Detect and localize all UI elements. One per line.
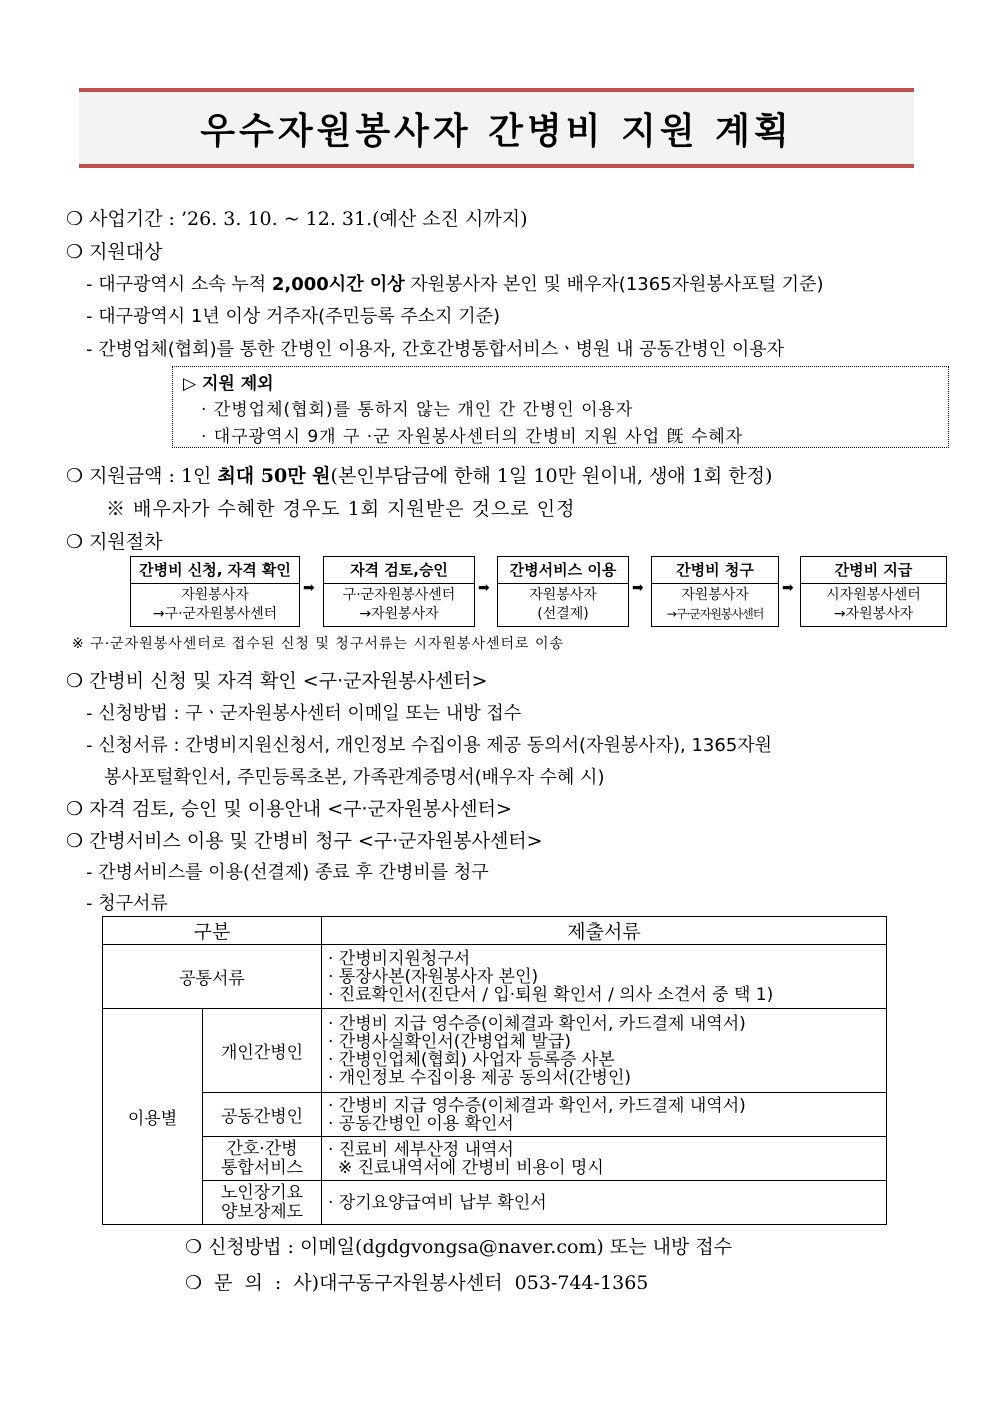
step-line: →자원봉사자 [833, 606, 914, 622]
target-heading: ❍ 지원대상 [66, 241, 163, 263]
doc-item: · 공동간병인 이용 확인서 [328, 1113, 514, 1134]
row-items [322, 1137, 887, 1181]
by-use-label: 이용별 [103, 1009, 203, 1225]
apply-docs-line1: - 신청서류 : 간병비지원신청서, 개인정보 수집이용 제공 동의서(자원봉사자), 1365자원 [86, 735, 773, 756]
row-label-line: 양보장제도 [220, 1201, 304, 1222]
table-row [103, 1093, 887, 1137]
step-line: →구·군자원봉사센터 [152, 606, 278, 622]
apply-method: - 신청방법 : 구ㆍ군자원봉사센터 이메일 또는 내방 접수 [86, 703, 522, 724]
step-title: 간병비 청구 [652, 557, 778, 584]
target-item-2: - 대구광역시 1년 이상 거주자(주민등록 주소지 기준) [86, 306, 501, 327]
step-line: 자원봉사자 [181, 587, 249, 603]
row-label-line: 노인장기요 [220, 1182, 304, 1203]
amount-suffix: (본인부담금에 한해 1일 10만 원이내, 생애 1회 한정) [330, 465, 773, 487]
step-body [324, 584, 474, 624]
apply-docs-line2: 봉사포털확인서, 주민등록초본, 가족관계증명서(배우자 수혜 시) [104, 767, 605, 788]
exclusion-box [172, 366, 949, 448]
claim-docs-table [102, 916, 887, 1225]
arrow-right-icon: ➡ [478, 580, 490, 596]
procedure-step-2 [323, 556, 475, 627]
table-header: 구분 [103, 917, 322, 945]
step-line: (선결제) [537, 606, 589, 622]
table-row [103, 1009, 887, 1093]
step-line: 시자원봉사센터 [826, 587, 921, 603]
arrow-right-icon: ➡ [632, 580, 644, 596]
page-title: 우수자원봉사자 간병비 지원 계획 [200, 110, 793, 152]
arrow-right-icon: ➡ [782, 580, 794, 596]
apply-heading: ❍ 간병비 신청 및 자격 확인 <구·군자원봉사센터> [66, 670, 488, 692]
doc-item: · 개인정보 수집이용 제공 동의서(간병인) [328, 1067, 632, 1088]
target-item-1-bold: 2,000시간 이상 [271, 274, 405, 295]
doc-item: · 진료비 세부산정 내역서 [328, 1139, 514, 1160]
step-line: 구·군자원봉사센터 [342, 587, 456, 603]
step-body [652, 584, 778, 624]
exclusion-item-1: · 간병업체(협회)를 통하지 않는 개인 간 간병인 이용자 [201, 400, 634, 420]
row-items [322, 1181, 887, 1225]
procedure-step-3 [497, 556, 629, 627]
step-line: →구·군자원봉사센터 [666, 607, 764, 621]
arrow-right-icon: ➡ [303, 580, 315, 596]
row-label: 공동간병인 [203, 1093, 322, 1137]
row-label: 공통서류 [103, 945, 322, 1009]
claim-line1: - 간병서비스를 이용(선결제) 종료 후 간병비를 청구 [86, 862, 489, 883]
doc-item: · 간병사실확인서(간병업체 발급) [328, 1031, 571, 1052]
procedure-note: ※ 구·군자원봉사센터로 접수된 신청 및 청구서류는 시자원봉사센터로 이송 [72, 636, 565, 652]
doc-item: ※ 진료내역서에 간병비 비용이 명시 [338, 1157, 604, 1178]
step-line: 자원봉사자 [529, 587, 597, 603]
target-item-1 [86, 270, 823, 296]
doc-item: · 간병비 지급 영수증(이체결과 확인서, 카드결제 내역서) [328, 1013, 746, 1034]
doc-item: · 통장사본(자원봉사자 본인) [328, 966, 539, 987]
footer-method: ❍ 신청방법 : 이메일(dgdgvongsa@naver.com) 또는 내방 접수 [185, 1236, 733, 1258]
step-body [498, 584, 628, 624]
amount-prefix: ❍ 지원금액 : 1인 [66, 465, 218, 487]
procedure-step-1 [130, 556, 300, 627]
doc-item: · 간병비지원청구서 [328, 948, 471, 969]
step-title: 자격 검토,승인 [324, 557, 474, 584]
review-heading: ❍ 자격 검토, 승인 및 이용안내 <구·군자원봉사센터> [66, 798, 512, 820]
procedure-step-4 [651, 556, 779, 627]
row-label-line: 통합서비스 [220, 1157, 304, 1178]
row-label [203, 1137, 322, 1181]
step-line: 자원봉사자 [681, 587, 749, 603]
table-row [103, 1181, 887, 1225]
step-body [801, 584, 946, 624]
table-header-row [103, 917, 887, 945]
doc-item: · 진료확인서(진단서 / 입·퇴원 확인서 / 의사 소견서 중 택 1) [328, 984, 774, 1005]
exclusion-item-2: · 대구광역시 9개 구 ·군 자원봉사센터의 간병비 지원 사업 旣 수혜자 [201, 427, 744, 447]
claim-line2: - 청구서류 [86, 893, 168, 914]
row-items [322, 1093, 887, 1137]
doc-item: · 장기요양급여비 납부 확인서 [328, 1192, 547, 1213]
row-label [203, 1181, 322, 1225]
target-item-1-suffix: 자원봉사자 본인 및 배우자(1365자원봉사포털 기준) [404, 274, 824, 295]
exclusion-heading: ▷ 지원 제외 [183, 374, 274, 394]
procedure-heading: ❍ 지원절차 [66, 531, 163, 553]
row-items [322, 945, 887, 1009]
period-line [66, 204, 528, 231]
claim-heading: ❍ 간병서비스 이용 및 간병비 청구 <구·군자원봉사센터> [66, 830, 543, 852]
amount-note: ※ 배우자가 수혜한 경우도 1회 지원받은 것으로 인정 [106, 498, 576, 520]
amount-bold: 최대 50만 원 [217, 465, 331, 487]
bullet-icon: ❍ [66, 208, 84, 230]
step-title: 간병서비스 이용 [498, 557, 628, 584]
row-label-line: 간호·간병 [226, 1138, 298, 1159]
step-title: 간병비 지급 [801, 557, 946, 584]
amount-line [66, 461, 772, 488]
table-row [103, 945, 887, 1009]
step-body [131, 584, 299, 624]
doc-item: · 간병인업체(협회) 사업자 등록증 사본 [328, 1049, 615, 1070]
step-title: 간병비 신청, 자격 확인 [131, 557, 299, 584]
target-item-1-prefix: - 대구광역시 소속 누적 [86, 274, 272, 295]
row-items [322, 1009, 887, 1093]
period-text: 사업기간 : ’26. 3. 10. ~ 12. 31.(예산 소진 시까지) [89, 208, 528, 230]
title-banner [79, 88, 914, 168]
row-label: 개인간병인 [203, 1009, 322, 1093]
table-header: 제출서류 [322, 917, 887, 945]
footer-inquiry: ❍ 문 의 : 사)대구동구자원봉사센터 053-744-1365 [185, 1272, 649, 1294]
target-item-3: - 간병업체(협회)를 통한 간병인 이용자, 간호간병통합서비스ㆍ병원 내 공동간병인 이용자 [86, 339, 784, 360]
procedure-step-5 [800, 556, 947, 627]
doc-item: · 간병비 지급 영수증(이체결과 확인서, 카드결제 내역서) [328, 1095, 746, 1116]
step-line: →자원봉사자 [359, 606, 439, 622]
table-row [103, 1137, 887, 1181]
